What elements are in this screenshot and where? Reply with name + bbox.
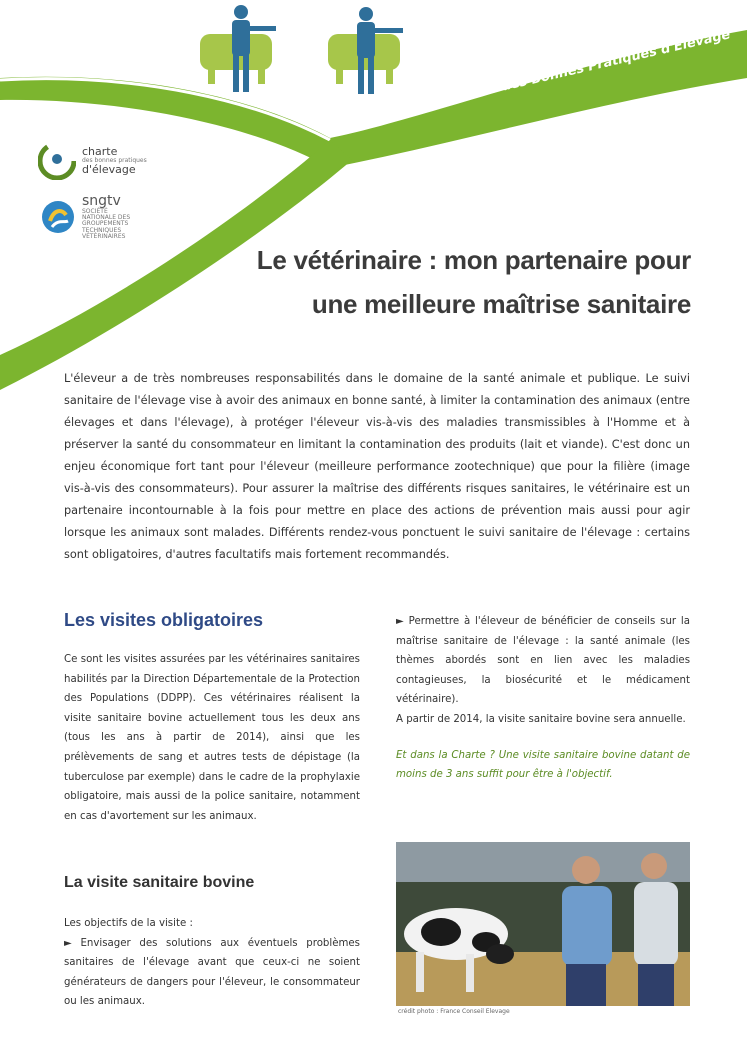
title-line-1: Le vétérinaire : mon partenaire pour	[256, 245, 691, 275]
annual-visit-text: A partir de 2014, la visite sanitaire bovine sera annuelle.	[396, 713, 686, 725]
section-subheading-visite: La visite sanitaire bovine	[64, 874, 255, 891]
intro-paragraph: L'éleveur a de très nombreuses responsabilités dans le domaine de la santé animale et publique. Le suivi sanitaire de l'élevage vise à avoir des animaux en bonne santé, à limiter la contamination des animaux (entre élevages et dans l'élevage), à protéger l'éleveur vis-à-vis des maladies transmissibles à l'Homme et à préserver la santé du consommateur en limitant la contamination des produits (lait et viande). C'est donc un enjeu économique fort tant pour l'éleveur (meilleure performance zootechnique) que pour la filière (image vis-à-vis des consommateurs). Pour assurer la maîtrise des différents risques sanitaires, le vétérinaire est un partenaire incontournable à la fois pour mettre en place des actions de prévention mais aussi pour agir lorsque les animaux sont malades. Différents rendez-vous ponctuent le suivi sanitaire de l'élevage : certains sont obligatoires, d'autres facultatifs mais fortement recommandés.	[64, 372, 690, 561]
section-heading-obligatory: Les visites obligatoires	[64, 610, 264, 630]
left-column-paragraph	[64, 650, 360, 826]
objective-bullet-2: ► Permettre à l'éleveur de bénéficier de conseils sur la maîtrise sanitaire de l'élevage : la santé animale (les thèmes abordés sont en lien avec les maladies contagieuses, la biosécurité et le médicament vétérinaire).	[396, 616, 690, 706]
title-line-2: une meilleure maîtrise sanitaire	[311, 289, 691, 319]
right-column-text	[396, 612, 690, 785]
charte-logo-icon	[38, 142, 76, 180]
cow-farmer-icon-2	[328, 7, 403, 94]
page-title	[131, 238, 691, 326]
banner-text: Charte des Bonnes Pratiques d'Elevage	[448, 27, 732, 107]
charte-logo-line3: d'élevage	[82, 163, 136, 177]
objective-bullet-1: ► Envisager des solutions aux éventuels problèmes sanitaires de l'élevage avant que ceux-ci ne soient générateurs de dangers pour l'éleveur, le consommateur ou les animaux.	[64, 937, 360, 1008]
sngtv-logo-line1: sngtv	[82, 193, 121, 209]
sngtv-logo	[40, 194, 142, 240]
photo-illustration	[396, 842, 690, 1006]
photo-credit: crédit photo : France Conseil Elevage	[398, 1008, 510, 1015]
charte-logo	[38, 142, 147, 180]
charte-logo-line2: des bonnes pratiques	[82, 156, 147, 164]
cow-farmer-icon-1	[200, 5, 276, 92]
obligatory-visits-text: Ce sont les visites assurées par les vétérinaires sanitaires habilités par la Direction Départementale de la Protection des Populations (DDPP). Ces vétérinaires réalisent la visite sanitaire bovine actuellement tous les deux ans (tous les ans à partir de 2014), ainsi que les prélèvements de sang et autres tests de dépistage (la tuberculose par exemple) dans le cadre de la prophylaxie obligatoire, mais aussi de la police sanitaire, notamment en cas d'avortement sur les animaux.	[64, 654, 360, 822]
sngtv-logo-line2: SOCIÉTÉ NATIONALE DES GROUPEMENTS TECHNIQUES VÉTÉRINAIRES	[82, 207, 131, 240]
sngtv-logo-icon	[40, 199, 76, 235]
charte-logo-line1: charte	[82, 145, 118, 159]
left-column-objectives	[64, 914, 360, 1012]
barn-photo	[396, 842, 690, 1006]
charte-note: Et dans la Charte ? Une visite sanitaire bovine datant de moins de 3 ans suffit pour être à l'objectif.	[396, 749, 690, 781]
objectives-label: Les objectifs de la visite :	[64, 918, 193, 929]
